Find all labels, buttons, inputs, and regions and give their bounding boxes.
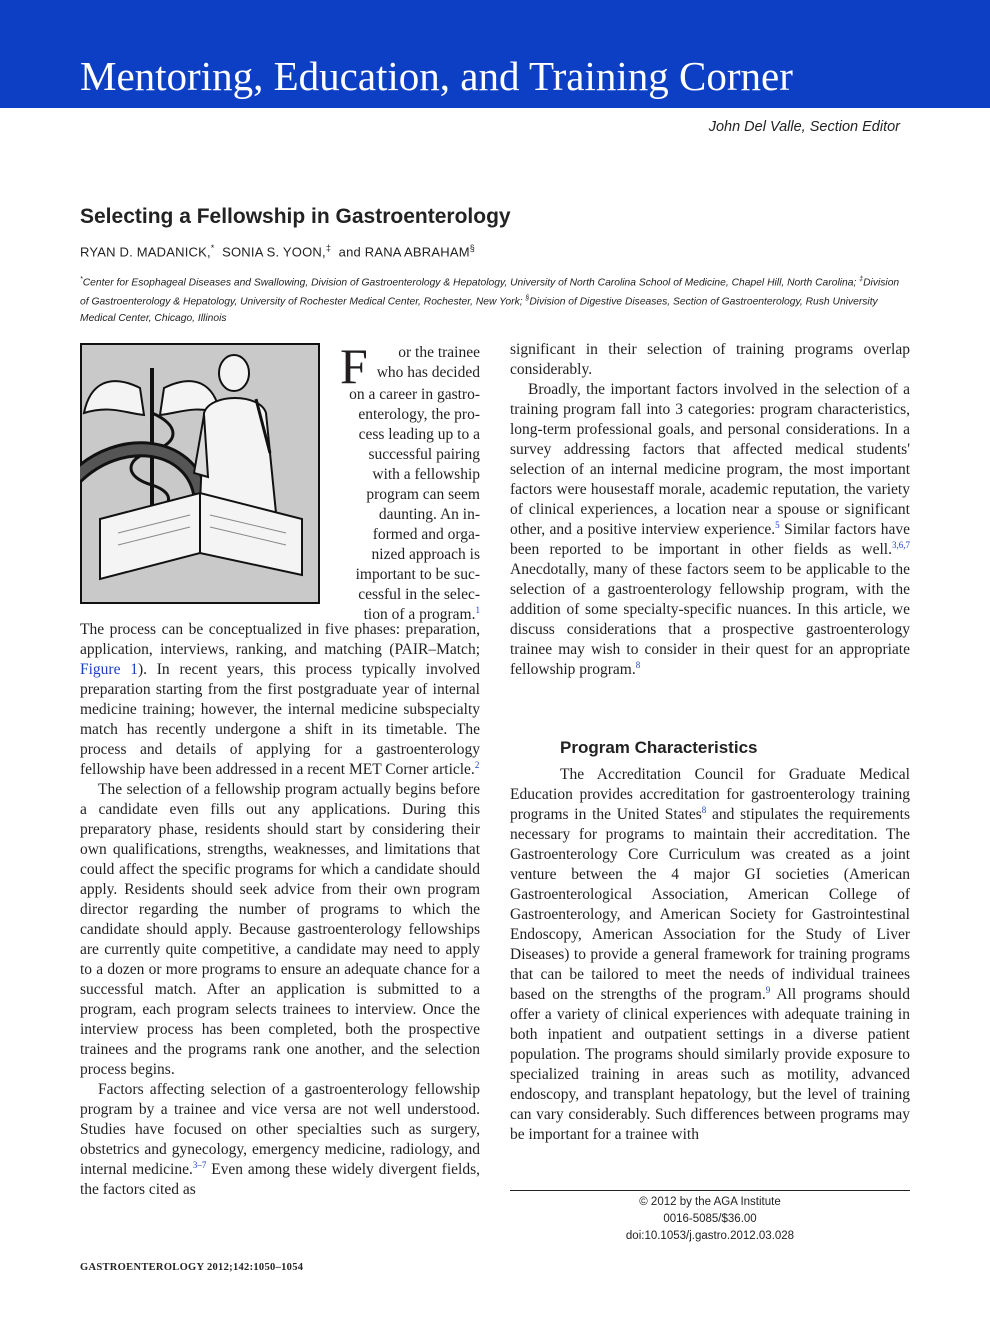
section-title: Mentoring, Education, and Training Corner xyxy=(80,53,793,99)
paragraph: The process can be conceptualized in five phases: preparation, application, interviews, ranking, and matching (PAIR–Match; Figure 1). In recent years, this process typically involved preparation starting from the first postgraduate year of internal medicine training; however, the internal medicine subspecialty match has recently undergone a shift in its timetable. The process and details of applying for a gastroenterology fellowship have been addressed in a recent MET Corner article.$^2$ xyxy=(80,621,481,778)
section-editor: John Del Valle, Section Editor xyxy=(708,119,900,135)
paragraph: The Accreditation Council for Graduate Medical Education provides accreditation for gastroenterology training programs in the United States$^8$ and stipulates the requirements necessary for programs to maintain their accreditation. The Gastroenterology Core Curriculum was created as a joint venture between the 4 major GI societies (American Gastroenterological Association, American College of Gastroenterology, and American Society for Gastrointestinal Endoscopy, American Association for the Study of Liver Diseases) to provide a general framework for training programs that can be tailored to meet the needs of individual trainees based on the strengths of the program.$^9$ All programs should offer a variety of clinical experiences with adequate training in both inpatient and outpatient settings in a diverse patient population. The programs should similarly provide exposure to specialized training in areas such as motility, advanced endoscopy, and transplant hepatology, but the level of training can vary considerably. Such differences between programs may be important for a trainee with xyxy=(510,766,910,1143)
citation[interactable]: 8 xyxy=(701,804,707,815)
author-mark: * xyxy=(210,243,215,253)
citation[interactable]: 5 xyxy=(775,519,780,530)
citation[interactable]: 9 xyxy=(765,984,771,995)
author-name: and RANA ABRAHAM xyxy=(338,244,470,260)
citation[interactable]: 2 xyxy=(474,759,480,770)
citation[interactable]: 3,6,7 xyxy=(892,539,910,550)
doi-link[interactable]: doi:10.1053/j.gastro.2012.03.028 xyxy=(625,1230,795,1242)
aesculapius-illustration xyxy=(80,343,320,604)
drop-cap: F xyxy=(340,338,368,394)
section-heading: Program Characteristics xyxy=(560,738,758,757)
paragraph: Factors affecting selection of a gastroenterology fellowship program by a trainee and vice versa are not well understood. Studies have focused on other specialties such as surgery, obstetrics and gynecology, emergency medicine, radiology, and internal medicine.$^{3-7}$ Even among these widely divergent fields, the factors cited as xyxy=(80,1081,480,1198)
affiliations: *Center for Esophageal Diseases and Swallowing, Division of Gastroenterology & Hepatology, University of North Carolina School of Medicine, Chapel Hill, North Carolina; ‡Division of Gastroenterology & Hepatology, University of Rochester Medical Center, Rochester, New York; §Division of Digestive Diseases, Section of Gastroenterology, Rush University Medical Center, Chicago, Illinois xyxy=(80,276,900,324)
citation[interactable]: 8 xyxy=(635,659,641,670)
author-name: SONIA S. YOON, xyxy=(222,244,326,260)
author-name: RYAN D. MADANICK, xyxy=(80,244,211,260)
author-mark: ‡ xyxy=(325,243,332,253)
copyright-rule xyxy=(510,1190,910,1191)
journal-footer: GASTROENTEROLOGY 2012;142:1050–1054 xyxy=(80,1262,304,1273)
figure-link[interactable]: Figure 1 xyxy=(80,661,138,678)
citation[interactable]: 3–7 xyxy=(192,1159,207,1170)
issn-line: 0016-5085/$36.00 xyxy=(663,1213,757,1225)
paragraph: Broadly, the important factors involved in the selection of a training program fall into 3 categories: program characteristics, long-term professional goals, and personal considerations. In a survey addressing factors that affected medical students' selection of an internal medicine program, the most important factors were housestaff morale, academic reputation, the variety of clinical experiences, a location near a spouse or significant other, and a positive interview experience.$^5$ Similar factors have been reported to be important in other fields as well.$^{3,6,7}$ Anecdotally, many of these factors seem to be applicable to the selection of a gastroenterology fellowship program, with the addition of some specialty-specific nuances. In this article, we discuss considerations that a prospective gastroenterology trainee may wish to consider in their quest for an appropriate fellowship program.$^8$ xyxy=(510,381,911,678)
right-column-top xyxy=(510,340,910,680)
paragraph: significant in their selection of training programs overlap considerably. xyxy=(510,341,910,378)
intro-wrap: F or the trainee who has decided on a career in gastro- enterology, the pro- cess leading up to a successful pairing with a fellowship program can seem daunting. An in- formed and orga- nized approach is important to be suc- cessful in the selec- tion of a program.$^1$ xyxy=(340,338,480,623)
author-mark: § xyxy=(469,243,475,253)
copyright-line: © 2012 by the AGA Institute xyxy=(639,1196,781,1208)
section-banner xyxy=(0,0,990,108)
citation[interactable]: 1 xyxy=(475,604,480,615)
right-column-bottom xyxy=(510,765,910,1145)
author-list xyxy=(80,243,475,259)
left-column xyxy=(80,620,480,1200)
paragraph: The selection of a fellowship program actually begins before a candidate even fills out any applications. During this preparatory phase, residents should start by considering their own qualifications, strengths, weaknesses, and limitations that could affect the specific programs for which a candidate should apply. Residents should seek advice from their own program director regarding the number of programs to which the candidate should apply. Because gastroenterology fellowships are currently quite competitive, a candidate may need to apply to a dozen or more programs to ensure an adequate chance for a successful match. After an application is submitted to a program, each program selects trainees to interview. Once the interview process has been completed, both the prospective trainees and the programs rank one another, and the selection process begins. xyxy=(80,781,480,1078)
article-title: Selecting a Fellowship in Gastroenterology xyxy=(80,205,511,228)
